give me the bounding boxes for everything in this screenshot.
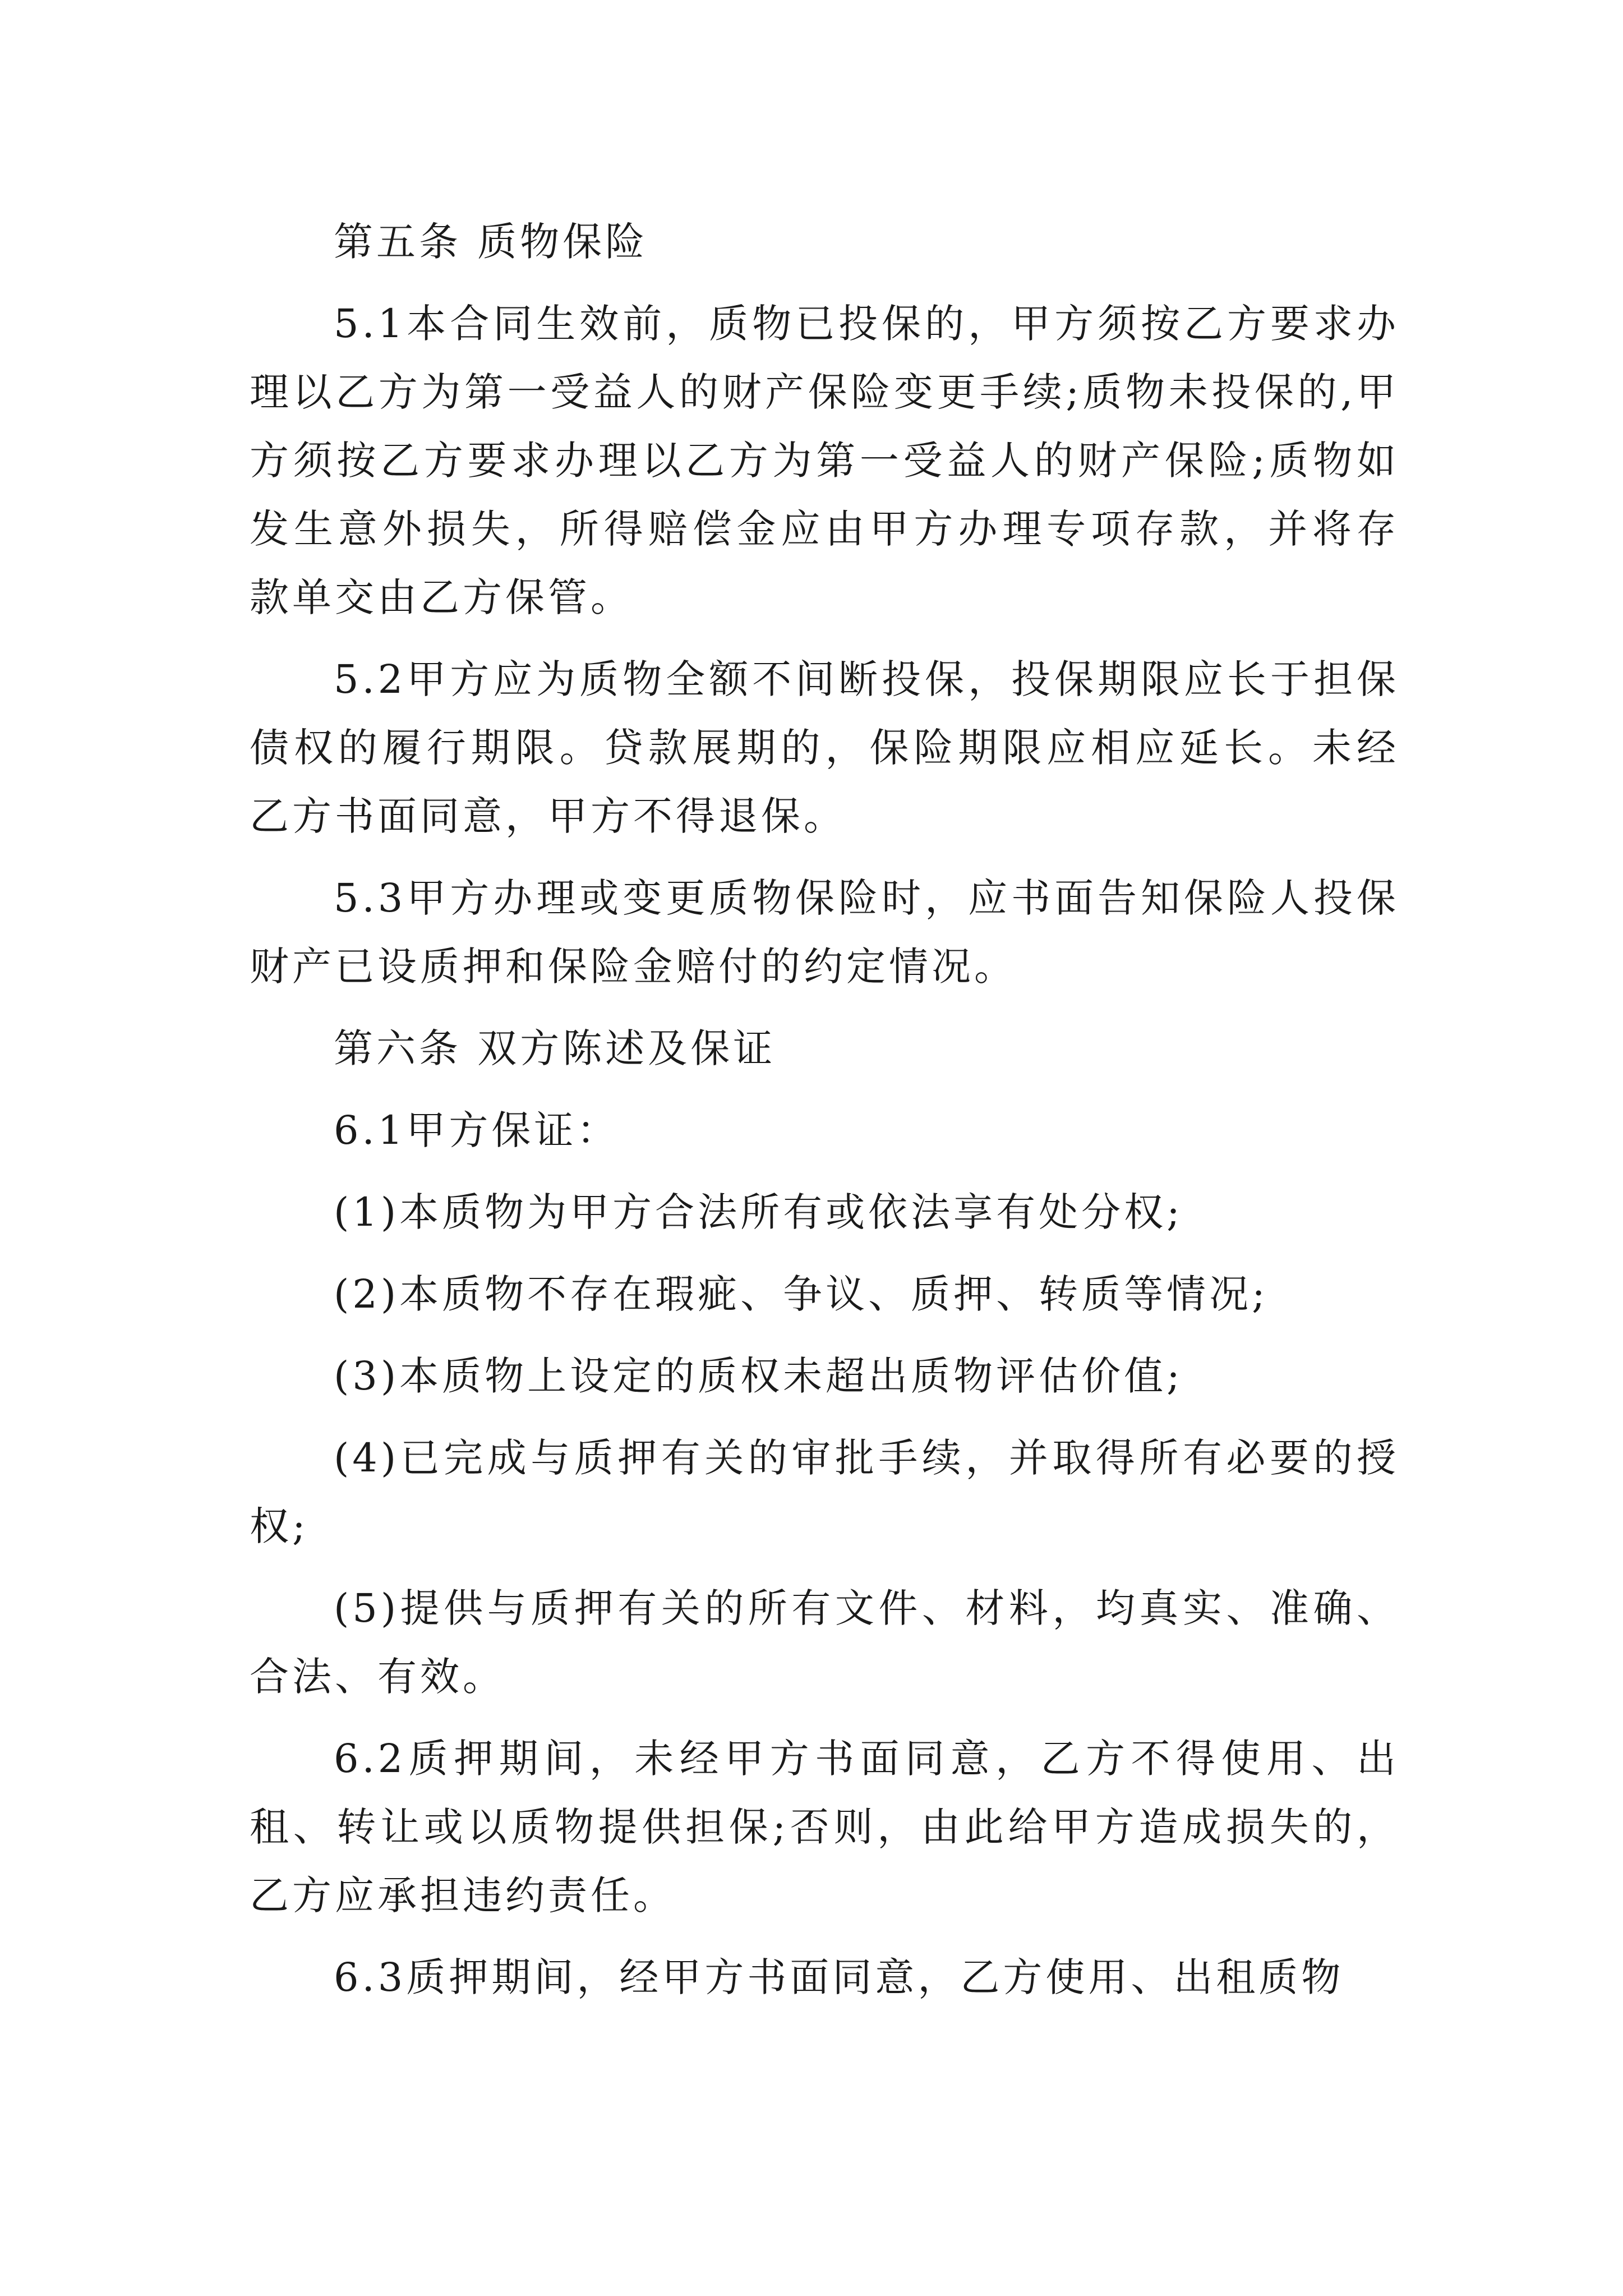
document-body <box>250 208 1399 2025</box>
clause-6-1-item-2: (2)本质物不存在瑕疵、争议、质押、转质等情况; <box>334 1271 1269 1317</box>
clause-6-2: 6.2质押期间，未经甲方书面同意，乙方不得使用、出租、转让或以质物提供担保;否则，由此给甲方造成损失的，乙方应承担违约责任。 <box>250 1736 1399 1918</box>
clause-6-1-item-3: (3)本质物上设定的质权未超出质物评估价值; <box>334 1353 1183 1399</box>
clause-6-3: 6.3质押期间，经甲方书面同意，乙方使用、出租质物 <box>334 1954 1344 2000</box>
clause-6-1-item-4: (4)已完成与质押有关的审批手续，并取得所有必要的授权; <box>250 1435 1399 1549</box>
article-5-heading: 第五条 质物保险 <box>334 219 648 265</box>
clause-5-3: 5.3甲方办理或变更质物保险时，应书面告知保险人投保财产已设质押和保险金赔付的约定情况。 <box>250 875 1399 990</box>
clause-6-1: 6.1甲方保证： <box>334 1107 620 1153</box>
clause-6-1-item-1: (1)本质物为甲方合法所有或依法享有处分权; <box>334 1189 1183 1235</box>
clause-5-1: 5.1本合同生效前，质物已投保的，甲方须按乙方要求办理以乙方为第一受益人的财产保险变更手续;质物未投保的,甲方须按乙方要求办理以乙方为第一受益人的财产保险;质物如发生意外损失，所得赔偿金应由甲方办理专项存款，并将存款单交由乙方保管。 <box>250 301 1399 620</box>
clause-5-2: 5.2甲方应为质物全额不间断投保，投保期限应长于担保债权的履行期限。贷款展期的，保险期限应相应延长。未经乙方书面同意，甲方不得退保。 <box>250 656 1399 839</box>
clause-6-1-item-5: (5)提供与质押有关的所有文件、材料，均真实、准确、合法、有效。 <box>250 1585 1399 1700</box>
article-6-heading: 第六条 双方陈述及保证 <box>334 1025 776 1071</box>
